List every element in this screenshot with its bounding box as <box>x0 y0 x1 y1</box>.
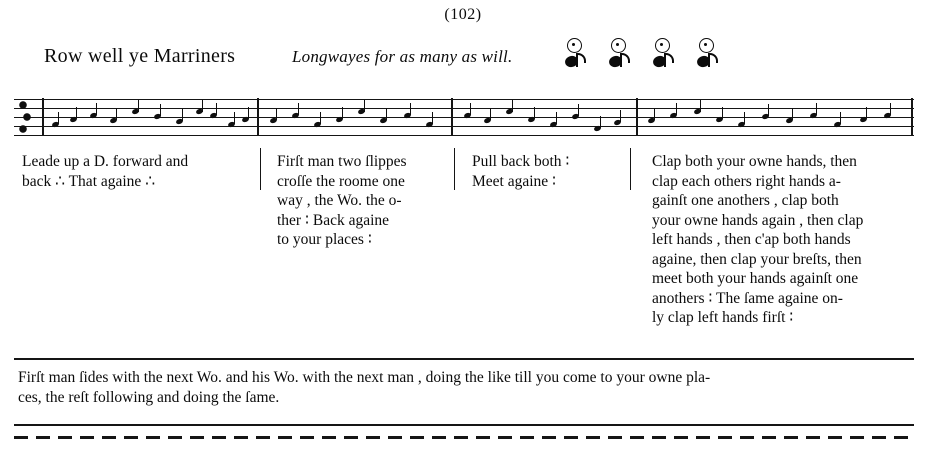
instruction-line: left hands , then c'ap both hands <box>652 231 851 248</box>
dance-figure-4-icon <box>696 38 718 80</box>
instruction-line: to your places ∶ <box>277 231 372 248</box>
instruction-line: Pull back both ∶ <box>472 153 570 170</box>
instruction-line: ly clap left hands firſt ∶ <box>652 309 794 326</box>
column-divider <box>260 148 261 190</box>
page-title: Row well ye Marriners <box>44 45 236 67</box>
staff-line <box>14 99 914 100</box>
tune-subtitle: Longwayes for as many as will. <box>292 47 513 66</box>
footer-line: ces, the reſt following and doing the ſame. <box>18 389 280 406</box>
instruction-column-1 <box>22 152 240 191</box>
bar-line <box>257 98 259 136</box>
bar-line <box>911 98 913 136</box>
bar-line <box>42 98 44 136</box>
instruction-line: back ∴ That againe ∴ <box>22 172 156 190</box>
instruction-line: meet both your hands againſt one <box>652 270 859 287</box>
instruction-column-3 <box>472 152 612 191</box>
instruction-line: Leade up a D. forward and <box>22 153 189 170</box>
instruction-column-4 <box>652 152 864 328</box>
dance-figure-group <box>564 38 718 80</box>
column-divider <box>454 148 455 190</box>
instruction-line: clap each others right hands a- <box>652 172 841 190</box>
footer-instruction <box>18 368 914 408</box>
instruction-line: your owne hands again , then clap <box>652 211 864 229</box>
instruction-line: croſſe the roome one <box>277 172 405 190</box>
instruction-line: Meet againe ∶ <box>472 172 557 190</box>
page-number: (102) <box>444 6 482 23</box>
instruction-column-2 <box>277 152 447 250</box>
dance-figure-2-icon <box>608 38 630 80</box>
horizontal-rule <box>14 358 914 360</box>
bar-line <box>636 98 638 136</box>
dance-figure-1-icon <box>564 38 586 80</box>
bar-line <box>451 98 453 136</box>
footer-line: Firſt man ſides with the next Wo. and his Wo. with the next man , doing the like till you come to your owne pla- <box>18 369 711 386</box>
dashed-rule <box>14 436 914 439</box>
instruction-line: anothers ∶ The ſame againe on- <box>652 289 843 307</box>
horizontal-rule <box>14 424 914 426</box>
staff-line <box>14 108 914 109</box>
instruction-line: Clap both your owne hands, then <box>652 153 857 170</box>
instruction-line: Firſt man two ſlippes <box>277 153 407 170</box>
instruction-line: gainſt one anothers , clap both <box>652 192 839 209</box>
instruction-line: againe, then clap your breſts, then <box>652 250 862 268</box>
dance-figure-3-icon <box>652 38 674 80</box>
instruction-line: way , the Wo. the o- <box>277 192 402 209</box>
title-row <box>44 42 904 82</box>
instruction-line: ther ∶ Back againe <box>277 211 390 229</box>
instruction-columns <box>22 152 912 352</box>
staff-line <box>14 126 914 127</box>
music-staff <box>14 96 914 144</box>
clef-icon <box>17 97 33 137</box>
column-divider <box>630 148 631 190</box>
staff-line <box>14 135 914 136</box>
